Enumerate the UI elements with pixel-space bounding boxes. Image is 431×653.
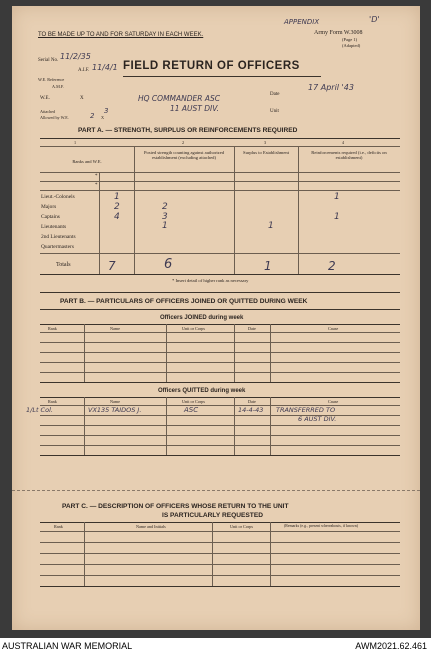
joined-header-rule: [40, 332, 400, 333]
title-underline: [123, 76, 321, 77]
col-number-1: 1: [74, 140, 77, 145]
part-b-title: PART B. — PARTICULARS OF OFFICERS JOINED OR QUITTED DURING WEEK: [60, 298, 308, 305]
form-number: Army Form W.3008: [314, 30, 363, 36]
appendix-label: APPENDIX: [284, 18, 320, 26]
quitted-unit-value: ASC: [184, 406, 199, 414]
joined-col-cause: Cause: [328, 326, 339, 331]
posted-value: 2: [162, 202, 168, 212]
joined-row-rule: [40, 342, 400, 343]
asterisk-2: *: [95, 183, 98, 188]
ranks-bottom-rule: [40, 253, 400, 254]
form-title: FIELD RETURN OF OFFICERS: [123, 60, 300, 72]
aif-value: 11/4/1: [92, 63, 118, 72]
totals-label: Totals: [56, 262, 71, 268]
col-header-surplus: Surplus to Establishment: [243, 150, 289, 155]
quitted-cause-value-2: 6 AUST DIV.: [298, 415, 337, 423]
unit-handwritten-2: 11 AUST DIV.: [170, 104, 219, 113]
part-c-row-rule: [40, 575, 400, 576]
total-surplus: 1: [264, 259, 272, 273]
asterisk-rule-2: [40, 190, 400, 191]
part-a-footnote: * Insert detail of higher rank as necessary: [172, 278, 249, 283]
allowed-label: Allowed by W.E.: [40, 115, 69, 120]
col-number-rule: [40, 146, 400, 147]
instruction-text: TO BE MADE UP TO AND FOR SATURDAY IN EACH WEEK.: [38, 32, 204, 38]
allowed-x-label: X: [101, 115, 105, 120]
rank-row-label: Lieut.-Colonels: [41, 194, 75, 200]
part-a-vline-we: [99, 172, 100, 274]
part-c-vline: [270, 522, 271, 586]
fold-line: [12, 490, 420, 491]
we-value: 4: [114, 212, 120, 222]
quitted-row-rule: [40, 415, 400, 416]
part-c-header-rule: [40, 531, 400, 532]
surplus-value: 1: [268, 221, 274, 231]
part-c-row-rule: [40, 564, 400, 565]
date-value: 17 April '43: [308, 83, 354, 92]
quitted-col-cause: Cause: [328, 399, 339, 404]
quitted-cause-value: TRANSFERRED TO: [276, 406, 336, 414]
form-sheet: [12, 6, 420, 630]
allowed-value: 2: [90, 112, 95, 120]
we-reference-label: W.E. Reference: [38, 77, 65, 82]
amf-label: A.M.F.: [52, 84, 64, 89]
part-c-row-rule: [40, 553, 400, 554]
quitted-col-unit: Unit or Corps: [182, 399, 206, 404]
reinforcement-value: 1: [334, 212, 340, 222]
part-a-vline-3: [298, 146, 299, 274]
unit-handwritten: HQ COMMANDER ASC: [138, 94, 220, 103]
part-c-title-2: IS PARTICULARLY REQUESTED: [162, 512, 263, 519]
unit-label: Unit: [270, 109, 279, 114]
serial-label: Serial No.: [38, 58, 59, 63]
joined-row-rule: [40, 362, 400, 363]
joined-vline: [84, 324, 85, 382]
part-b-top-rule: [40, 292, 400, 293]
quitted-row-rule: [40, 435, 400, 436]
quitted-vline: [166, 397, 167, 455]
joined-vline: [234, 324, 235, 382]
total-posted: 6: [164, 257, 173, 272]
part-c-vline: [84, 522, 85, 586]
total-we: 7: [108, 259, 116, 273]
part-a-vline-1: [134, 146, 135, 274]
appendix-letter: 'D': [369, 15, 380, 24]
col-header-reinforcements: Reinforcements required (i.e., deficits on establishment): [311, 150, 387, 160]
joined-col-unit: Unit or Corps: [182, 326, 206, 331]
part-b-title-rule: [40, 309, 400, 310]
rank-row-label: Lieutenants: [41, 224, 67, 230]
quitted-title: Officers QUITTED during week: [158, 388, 246, 394]
asterisk-1: *: [95, 174, 98, 179]
joined-col-name: Name: [110, 326, 120, 331]
joined-row-rule: [40, 352, 400, 353]
col-number-2: 2: [182, 140, 185, 145]
part-c-col-unit: Unit or Corps: [230, 524, 254, 529]
quitted-row-rule: [40, 445, 400, 446]
aif-prefix: A.I.F.: [78, 68, 90, 73]
joined-bottom-rule: [40, 382, 400, 383]
quitted-col-rank: Rank: [48, 399, 57, 404]
date-label: Date: [270, 92, 280, 97]
col-header-ranks: Ranks and W.E.: [72, 159, 102, 164]
part-c-col-name: Name and Initials: [136, 524, 166, 529]
rank-row-label: Captains: [41, 214, 60, 220]
rank-row-label: 2nd Lieutenants: [41, 234, 76, 240]
quitted-title-rule: [40, 397, 400, 398]
quitted-date-value: 14-4-43: [238, 406, 264, 414]
reinforcement-value: 1: [334, 192, 340, 202]
col-header-posted: Posted strength counting against authorized establishment (excluding attached): [143, 150, 225, 160]
quitted-vline: [234, 397, 235, 455]
form-page: (Page 1): [342, 37, 358, 42]
total-reinforcements: 2: [328, 259, 336, 273]
part-a-vline-2: [234, 146, 235, 274]
part-a-header-rule: [40, 172, 400, 173]
attached-label: Attached: [40, 109, 56, 114]
joined-title-rule: [40, 324, 400, 325]
posted-value: 3: [162, 212, 168, 222]
serial-value: 11/2/35: [60, 52, 91, 61]
part-c-top-rule: [40, 522, 400, 523]
we-value: 2: [114, 202, 120, 212]
quitted-vline: [270, 397, 271, 455]
part-c-col-rank: Rank: [54, 524, 63, 529]
joined-col-date: Date: [248, 326, 256, 331]
col-number-3: 3: [264, 140, 267, 145]
part-c-col-remarks: (Remarks (e.g., present whereabouts, if known): [284, 524, 359, 528]
joined-col-rank: Rank: [48, 326, 57, 331]
asterisk-rule-1: [40, 181, 400, 182]
part-c-title: PART C. — DESCRIPTION OF OFFICERS WHOSE RETURN TO THE UNIT: [62, 503, 289, 510]
footer-accession-number: AWM2021.62.461: [355, 641, 427, 651]
attached-value: 3: [104, 107, 109, 115]
joined-vline: [270, 324, 271, 382]
form-adapted: (Adapted): [342, 43, 361, 48]
rank-row-label: Majors: [41, 204, 57, 210]
quitted-col-date: Date: [248, 399, 256, 404]
quitted-bottom-rule: [40, 455, 400, 456]
quitted-row-rule: [40, 425, 400, 426]
posted-value: 1: [162, 221, 168, 231]
archive-footer: [0, 638, 431, 653]
we-label: W.E.: [40, 96, 50, 101]
we-value: 1: [114, 192, 120, 202]
quitted-col-name: Name: [110, 399, 120, 404]
totals-bottom-rule: [40, 274, 400, 275]
part-c-bottom-rule: [40, 586, 400, 587]
joined-row-rule: [40, 372, 400, 373]
col-number-4: 4: [342, 140, 345, 145]
part-c-vline: [212, 522, 213, 586]
joined-vline: [166, 324, 167, 382]
footer-institution: AUSTRALIAN WAR MEMORIAL: [2, 641, 133, 651]
rank-row-label: Quartermasters: [41, 244, 74, 250]
quitted-vline: [84, 397, 85, 455]
part-a-top-rule: [40, 138, 400, 139]
quitted-name-value: VX135 TAIDOS J.: [88, 406, 142, 414]
we-x-label: X: [80, 96, 84, 101]
part-a-title: PART A. — STRENGTH, SURPLUS OR REINFORCEMENTS REQUIRED: [78, 127, 298, 134]
joined-title: Officers JOINED during week: [160, 315, 244, 321]
part-c-row-rule: [40, 542, 400, 543]
quitted-rank-value: 1/Lt Col.: [26, 406, 53, 414]
